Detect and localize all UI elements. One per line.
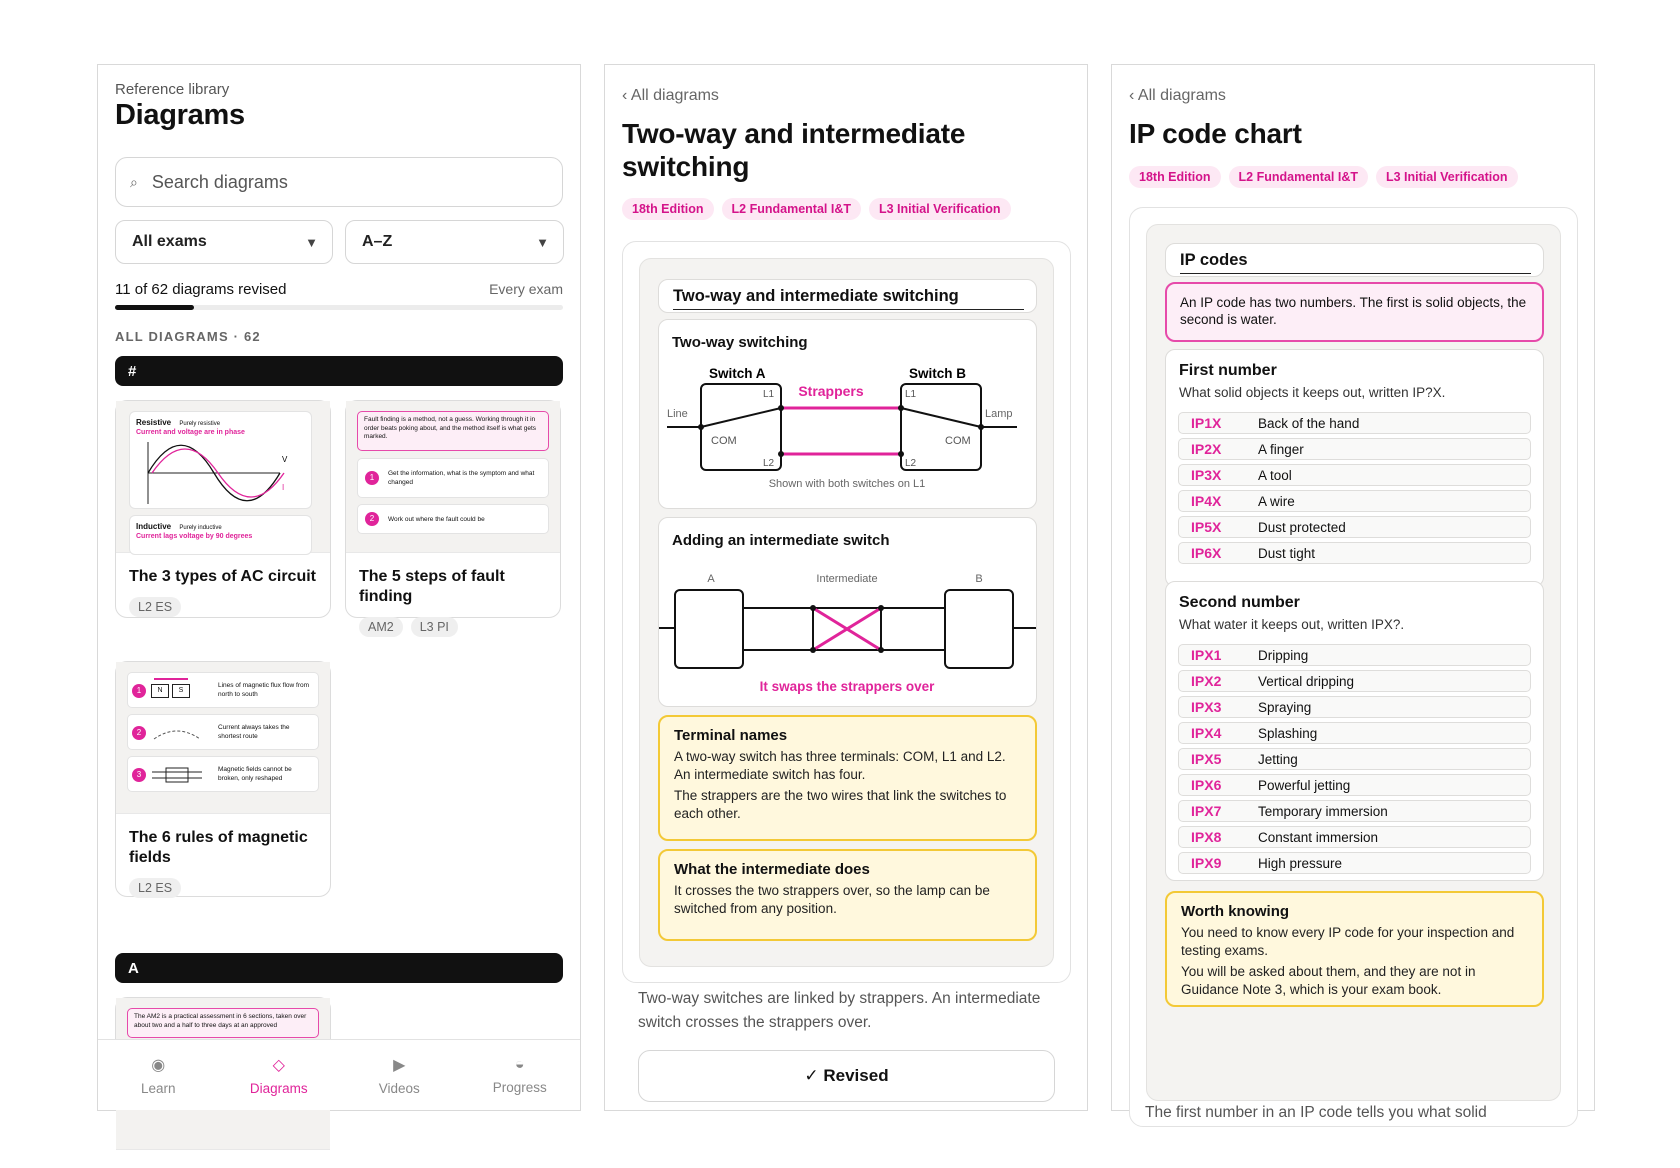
- diagram-frame: [622, 241, 1071, 983]
- ip-code-row: [1178, 670, 1531, 692]
- ip-description: Temporary immersion: [1258, 803, 1388, 819]
- step-text: Work out where the fault could be: [388, 516, 485, 523]
- back-link[interactable]: ‹ All diagrams: [622, 87, 719, 104]
- ip-code-screen: [1111, 64, 1595, 1121]
- exam-tag: L3 Initial Verification: [1376, 166, 1518, 188]
- exam-tags: [622, 198, 1011, 220]
- page-title: Diagrams: [115, 99, 245, 131]
- thumb-step: [357, 458, 549, 498]
- diagram-summary: Two-way switches are linked by strappers. An intermediate switch crosses the strappers over.: [638, 990, 1041, 1031]
- exam-tag: L2 Fundamental I&T: [1229, 166, 1368, 188]
- ip-code-row: [1178, 774, 1531, 796]
- letter-divider-a: A: [115, 953, 563, 983]
- ip-description: Dripping: [1258, 647, 1309, 663]
- step-number: 2: [365, 512, 379, 526]
- ip-description: Dust protected: [1258, 519, 1346, 535]
- sine-wave-graphic: [130, 436, 313, 510]
- thumb-panel: [129, 515, 312, 555]
- bottom-tab-bar: [98, 1039, 580, 1110]
- progress-bar: [115, 305, 563, 310]
- note-text: A two-way switch has three terminals: COM, L1 and L2. An intermediate switch has four.: [674, 749, 1006, 782]
- card-tags: [116, 878, 330, 898]
- ip-code: IPX2: [1191, 673, 1222, 689]
- rule-number: 1: [132, 684, 146, 698]
- panel-subtitle: What solid objects it keeps out, written IP?X.: [1179, 385, 1446, 400]
- dropdown-arrow-icon: ▼: [536, 234, 549, 250]
- dropdown-arrow-icon: ▼: [305, 234, 318, 250]
- diagram-thumbnail: [346, 401, 560, 553]
- exam-filter-value: All exams: [132, 233, 207, 250]
- ip-code: IPX5: [1191, 751, 1222, 767]
- tab-label: Diagrams: [249, 1080, 308, 1096]
- progress-icon: ◒: [514, 1055, 525, 1073]
- l1-label-b: L1: [905, 389, 917, 400]
- sort-value: A–Z: [362, 233, 393, 250]
- thumb-intro: Fault finding is a method, not a guess. Working through it in order beats poking about, and the method itself is what gets marked.: [357, 411, 549, 451]
- thumb-rule: [127, 756, 319, 792]
- second-number-panel: [1165, 581, 1544, 881]
- ip-heading-text: IP codes: [1180, 250, 1248, 269]
- ip-description: Powerful jetting: [1258, 777, 1351, 793]
- tab-label: Progress: [492, 1079, 547, 1095]
- search-placeholder: Search diagrams: [151, 171, 288, 192]
- card-tags: [346, 617, 560, 637]
- intermediate-caption: It swaps the strappers over: [759, 679, 935, 694]
- ip-intro: An IP code has two numbers. The first is solid objects, the second is water.: [1165, 282, 1544, 342]
- diagram-card[interactable]: [345, 400, 561, 634]
- intermediate-panel: [658, 517, 1037, 707]
- thumb-sub: Purely inductive: [179, 525, 222, 531]
- exam-tags: [1129, 166, 1518, 188]
- ip-code: IPX4: [1191, 725, 1222, 741]
- videos-icon: ▶: [393, 1056, 406, 1074]
- ip-code: IP1X: [1191, 415, 1222, 431]
- ip-code-row: [1178, 826, 1531, 848]
- panel-title: First number: [1179, 362, 1277, 379]
- ip-description: A finger: [1258, 441, 1304, 457]
- ip-code: IP6X: [1191, 545, 1222, 561]
- note-text: You need to know every IP code for your inspection and testing exams.: [1181, 925, 1515, 958]
- flux-arrow: [154, 678, 188, 680]
- magnet-south: S: [172, 684, 190, 698]
- l2-label-a: L2: [763, 458, 775, 469]
- note-title: Terminal names: [674, 727, 788, 744]
- rule-text: Lines of magnetic flux flow from north to south: [218, 682, 310, 698]
- ip-description: Vertical dripping: [1258, 673, 1355, 689]
- exam-tag: L3 Initial Verification: [869, 198, 1011, 220]
- back-link[interactable]: ‹ All diagrams: [1129, 87, 1226, 104]
- panel-subtitle: What water it keeps out, written IPX?.: [1179, 617, 1405, 632]
- tab-progress[interactable]: [460, 1040, 581, 1110]
- ip-description: Constant immersion: [1258, 829, 1379, 845]
- learn-icon: ◉: [151, 1056, 166, 1074]
- ip-description: A tool: [1258, 467, 1292, 483]
- card-title: The 6 rules of magnetic fields: [129, 829, 308, 866]
- panel-title: Second number: [1179, 594, 1300, 611]
- tab-label: Learn: [140, 1080, 176, 1096]
- ip-code-row: [1178, 722, 1531, 744]
- ip-code-row: [1178, 516, 1531, 538]
- magnet-north: N: [151, 684, 169, 698]
- l2-label-b: L2: [905, 458, 917, 469]
- ip-description: Spraying: [1258, 699, 1312, 715]
- first-number-panel: [1165, 349, 1544, 587]
- step-number: 1: [365, 471, 379, 485]
- progress-label: 11 of 62 diagrams revised: [115, 281, 287, 298]
- exam-tag: L3 PI: [411, 617, 458, 637]
- note-intermediate: [658, 849, 1037, 941]
- progress-row: [115, 281, 563, 298]
- thumb-note: Current lags voltage by 90 degrees: [136, 533, 253, 540]
- note-text: It crosses the two strappers over, so the lamp can be switched from any position.: [674, 883, 990, 916]
- ip-code: IPX1: [1191, 647, 1222, 663]
- thumb-sub: Purely resistive: [179, 421, 221, 427]
- note-terminal-names: [658, 715, 1037, 841]
- ip-description: Jetting: [1258, 751, 1298, 767]
- diagram-canvas: [1146, 224, 1561, 1101]
- panel-title: Adding an intermediate switch: [672, 532, 890, 549]
- ip-code: IP5X: [1191, 519, 1222, 535]
- exam-tag: 18th Edition: [622, 198, 714, 220]
- ip-code: IPX6: [1191, 777, 1222, 793]
- switch-b-label: Switch B: [909, 366, 967, 381]
- diagram-detail-screen: [604, 64, 1088, 1111]
- ip-description: Dust tight: [1258, 545, 1316, 561]
- note-text: You will be asked about them, and they are not in Guidance Note 3, which is your exam book.: [1181, 964, 1476, 997]
- intermediate-label: Intermediate: [816, 573, 878, 585]
- rule-number: 2: [132, 726, 146, 740]
- thumb-heading: Resistive: [136, 418, 172, 427]
- ip-code-row: [1178, 542, 1531, 564]
- thumb-step: [357, 504, 549, 534]
- com-label-a: COM: [711, 435, 737, 447]
- ip-description: A wire: [1258, 493, 1295, 509]
- exam-tag: L2 ES: [129, 597, 181, 617]
- page-kicker: Reference library: [115, 81, 230, 98]
- diagram-caption: Shown with both switches on L1: [768, 478, 926, 490]
- note-title: Worth knowing: [1181, 903, 1290, 920]
- ip-code-row: [1178, 490, 1531, 512]
- ip-code-row: [1178, 852, 1531, 874]
- two-way-panel: [658, 319, 1037, 509]
- rule-text: Magnetic fields cannot be broken, only reshaped: [218, 766, 292, 782]
- step-text: Get the information, what is the symptom and what changed: [388, 470, 535, 486]
- sort-select[interactable]: [345, 220, 564, 264]
- thumb-heading: Inductive: [136, 522, 172, 531]
- ip-code-row: [1178, 696, 1531, 718]
- thumb-rule: [127, 672, 319, 708]
- ip-code-row: [1178, 748, 1531, 770]
- ip-code: IPX3: [1191, 699, 1222, 715]
- strappers-label: Strappers: [798, 383, 864, 399]
- tab-videos[interactable]: [339, 1040, 460, 1110]
- b-label: B: [975, 573, 983, 585]
- revised-button[interactable]: ✓ Revised: [638, 1050, 1055, 1102]
- route-graphic: [152, 723, 202, 743]
- search-icon: ⌕: [130, 173, 138, 190]
- diagram-heading-text: Two-way and intermediate switching: [673, 286, 959, 305]
- intermediate-switch-diagram: [659, 568, 1036, 698]
- rule-text: Current always takes the shortest route: [218, 724, 290, 740]
- com-label-b: COM: [945, 435, 971, 447]
- tab-label: Videos: [378, 1080, 420, 1096]
- ip-summary: The first number in an IP code tells you what solid: [1145, 1104, 1487, 1121]
- a-label: A: [707, 573, 715, 585]
- line-label: Line: [667, 408, 688, 420]
- card-title: The 5 steps of fault finding: [359, 568, 505, 605]
- exam-filter-select[interactable]: [115, 220, 333, 264]
- thumb-rule: [127, 714, 319, 750]
- l1-label-a: L1: [763, 389, 775, 400]
- ip-code: IPX8: [1191, 829, 1222, 845]
- exam-tag: AM2: [359, 617, 403, 637]
- tab-learn[interactable]: [98, 1040, 219, 1110]
- i-label: I: [282, 483, 285, 492]
- diagram-canvas: [639, 258, 1054, 967]
- lamp-label: Lamp: [985, 408, 1013, 420]
- page-title: Two-way and intermediate switching: [622, 118, 966, 182]
- ip-code: IPX9: [1191, 855, 1222, 871]
- card-title: The 3 types of AC circuit: [129, 568, 316, 585]
- ip-description: Back of the hand: [1258, 415, 1360, 431]
- v-label: V: [282, 455, 288, 464]
- ip-code: IP4X: [1191, 493, 1222, 509]
- ip-code-row: [1178, 800, 1531, 822]
- switch-a-label: Switch A: [709, 366, 766, 381]
- note-worth-knowing: [1165, 891, 1544, 1007]
- diagram-thumbnail: [116, 401, 330, 553]
- diagrams-icon: ◇: [272, 1056, 285, 1074]
- diagrams-list-screen: [97, 64, 581, 1111]
- progress-fill: [115, 305, 194, 310]
- ip-code-row: [1178, 644, 1531, 666]
- section-heading: ALL DIAGRAMS · 62: [115, 329, 261, 344]
- two-way-switch-diagram: [659, 360, 1036, 500]
- card-tags: [116, 597, 330, 617]
- tab-diagrams[interactable]: [219, 1040, 340, 1110]
- search-input[interactable]: [115, 157, 563, 207]
- heading-underline: [1180, 273, 1531, 275]
- exam-tag: L2 Fundamental I&T: [722, 198, 861, 220]
- ip-heading: [1165, 243, 1544, 277]
- ip-code-row: [1178, 412, 1531, 434]
- exam-tag: L2 ES: [129, 878, 181, 898]
- page-title: IP code chart: [1129, 118, 1302, 149]
- heading-underline: [673, 309, 1024, 311]
- ip-code: IP2X: [1191, 441, 1222, 457]
- progress-scope: Every exam: [489, 281, 563, 297]
- diagram-card[interactable]: [115, 400, 331, 618]
- exam-tag: 18th Edition: [1129, 166, 1221, 188]
- field-graphic: [152, 765, 202, 785]
- ip-description: High pressure: [1258, 855, 1343, 871]
- letter-divider-hash: #: [115, 356, 563, 386]
- diagram-frame: [1129, 207, 1578, 1127]
- ip-description: Splashing: [1258, 725, 1318, 741]
- thumb-note: Current and voltage are in phase: [136, 429, 245, 436]
- diagram-thumbnail: [116, 662, 330, 814]
- note-text: The strappers are the two wires that link the switches to each other.: [674, 788, 1007, 821]
- diagram-card[interactable]: [115, 661, 331, 897]
- ip-code: IP3X: [1191, 467, 1222, 483]
- rule-number: 3: [132, 768, 146, 782]
- note-title: What the intermediate does: [674, 861, 870, 878]
- diagram-heading: [658, 279, 1037, 313]
- thumb-intro: The AM2 is a practical assessment in 6 sections, taken over about two and a half to three days at an approved: [127, 1008, 319, 1038]
- ip-code-row: [1178, 464, 1531, 486]
- thumb-panel: [129, 411, 312, 509]
- ip-code-row: [1178, 438, 1531, 460]
- thumb-text: [136, 418, 220, 427]
- panel-title: Two-way switching: [672, 334, 808, 351]
- thumb-text: [136, 522, 222, 531]
- ip-code: IPX7: [1191, 803, 1222, 819]
